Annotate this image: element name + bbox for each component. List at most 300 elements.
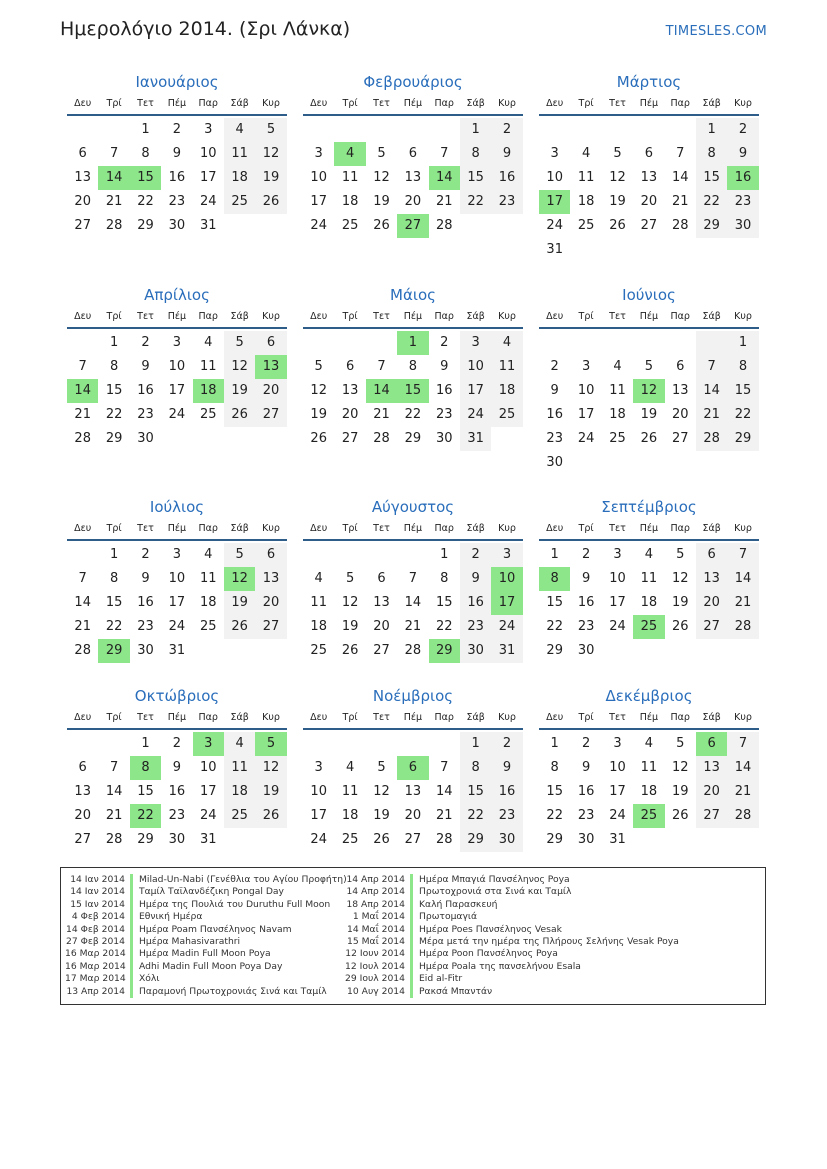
empty-day-cell	[98, 732, 129, 756]
day-cell: 18	[640, 784, 658, 799]
empty-day-cell	[98, 118, 129, 142]
day-cell: 11	[341, 784, 359, 799]
weekday-label: Δευ	[546, 311, 564, 322]
day-cell: 31	[199, 218, 217, 233]
day-cell: 23	[168, 194, 186, 209]
day-cell: 27	[255, 615, 286, 639]
week-row	[303, 567, 523, 591]
week-row	[539, 615, 759, 639]
day-cell: 29	[137, 218, 154, 233]
day-cell: 2	[440, 335, 449, 350]
day-cell: 28	[74, 431, 91, 446]
day-cell: 15	[137, 784, 154, 799]
legend-item	[345, 961, 679, 973]
day-cell: 6	[377, 571, 386, 586]
day-cell: 28	[727, 615, 758, 639]
day-cell: 28	[435, 832, 453, 847]
day-cell: 10	[609, 760, 626, 775]
day-cell: 12	[373, 170, 390, 185]
day-cell: 12	[341, 595, 359, 610]
weekday-label: Πέμ	[639, 523, 659, 534]
week-row	[539, 804, 759, 828]
weekday-label: Τρί	[342, 98, 358, 109]
legend-holiday-name: Ημέρα Poala της πανσελήνου Esala	[419, 960, 581, 972]
day-cell: 31	[491, 639, 522, 663]
day-cell: 14	[727, 567, 758, 591]
legend-holiday-name: Χόλι	[139, 973, 160, 985]
day-cell: 5	[377, 146, 386, 161]
month-4	[67, 283, 287, 451]
empty-day-cell	[491, 427, 522, 451]
empty-day-cell	[539, 118, 570, 142]
day-cell: 24	[310, 218, 327, 233]
day-cell: 7	[78, 359, 87, 374]
day-cell: 20	[255, 591, 286, 615]
day-cell: 29	[546, 832, 563, 847]
weekday-label: Τετ	[609, 311, 626, 322]
day-cell: 28	[404, 643, 422, 658]
holiday-day-cell: 16	[727, 166, 758, 190]
empty-day-cell	[366, 118, 397, 142]
holiday-legend	[60, 867, 766, 1005]
day-cell: 15	[696, 166, 727, 190]
day-cell: 11	[224, 142, 255, 166]
day-cell: 13	[341, 383, 359, 398]
holiday-day-cell: 14	[366, 379, 397, 403]
day-cell: 30	[491, 828, 522, 852]
day-cell: 2	[727, 118, 758, 142]
month-3	[539, 70, 759, 262]
weekday-label: Τρί	[106, 712, 122, 723]
month-7	[67, 495, 287, 663]
month-5	[303, 283, 523, 451]
weekday-header	[303, 519, 523, 541]
day-cell: 2	[491, 118, 522, 142]
empty-day-cell	[665, 118, 696, 142]
holiday-day-cell: 8	[130, 756, 161, 780]
day-cell: 15	[435, 595, 453, 610]
legend-date: 18 Απρ 2014	[346, 898, 405, 910]
legend-holiday-name: Παραμονή Πρωτοχρονιάς Σινά και Ταμίλ	[139, 985, 327, 997]
day-cell: 11	[341, 170, 359, 185]
day-cell: 22	[727, 403, 758, 427]
weekday-label: Σάβ	[230, 712, 249, 723]
day-cell: 30	[546, 455, 563, 470]
day-cell: 13	[696, 567, 727, 591]
day-cell: 6	[78, 760, 87, 775]
day-cell: 30	[577, 832, 595, 847]
week-row	[67, 828, 287, 852]
month-title: Νοέμβριος	[372, 687, 454, 705]
weekday-header	[67, 519, 287, 541]
empty-day-cell	[366, 732, 397, 756]
weekday-label: Παρ	[434, 523, 454, 534]
weekday-header	[303, 94, 523, 116]
day-cell: 3	[550, 146, 559, 161]
weekday-header	[303, 307, 523, 329]
day-cell: 25	[491, 403, 522, 427]
weekday-label: Παρ	[434, 311, 454, 322]
day-cell: 23	[137, 619, 154, 634]
day-cell: 30	[577, 643, 595, 658]
week-row	[539, 331, 759, 355]
legend-date: 1 Μαΐ 2014	[352, 911, 405, 923]
empty-day-cell	[570, 118, 601, 142]
week-row	[539, 355, 759, 379]
day-cell: 20	[373, 619, 390, 634]
week-row	[539, 118, 759, 142]
empty-day-cell	[193, 427, 224, 451]
day-cell: 27	[696, 615, 727, 639]
weekday-label: Δευ	[546, 98, 564, 109]
legend-item	[345, 899, 679, 911]
week-row	[303, 142, 523, 166]
weekday-label: Τρί	[578, 311, 594, 322]
day-cell: 9	[172, 146, 181, 161]
day-cell: 26	[255, 804, 286, 828]
day-cell: 26	[310, 431, 327, 446]
empty-day-cell	[67, 732, 98, 756]
week-row	[303, 732, 523, 756]
day-cell: 28	[727, 804, 758, 828]
month-title: Ιανουάριος	[135, 73, 219, 91]
day-cell: 27	[74, 218, 91, 233]
legend-date: 10 Αυγ 2014	[347, 985, 405, 997]
empty-day-cell	[224, 427, 255, 451]
day-cell: 2	[550, 359, 559, 374]
day-cell: 4	[204, 547, 213, 562]
legend-item	[345, 973, 679, 985]
week-row	[303, 615, 523, 639]
day-cell: 22	[105, 619, 123, 634]
legend-color-marker	[130, 973, 133, 985]
weekday-label: Σάβ	[230, 311, 249, 322]
day-cell: 4	[314, 571, 323, 586]
month-title: Οκτώβριος	[134, 687, 220, 705]
empty-day-cell	[727, 639, 758, 663]
legend-item	[345, 986, 679, 998]
day-cell: 2	[581, 547, 591, 562]
day-cell: 10	[310, 170, 327, 185]
day-cell: 15	[105, 595, 123, 610]
month-8	[303, 495, 523, 663]
day-cell: 18	[341, 194, 359, 209]
day-cell: 24	[310, 832, 327, 847]
day-cell: 18	[491, 379, 522, 403]
week-row	[67, 403, 287, 427]
day-cell: 16	[546, 407, 563, 422]
day-cell: 10	[546, 170, 563, 185]
holiday-day-cell: 18	[193, 379, 224, 403]
week-row	[303, 214, 523, 238]
weekday-label: Πέμ	[167, 523, 187, 534]
legend-holiday-name: Ρακσά Μπαντάν	[419, 985, 493, 997]
month-days	[67, 331, 287, 451]
weekday-label: Δευ	[310, 311, 328, 322]
day-cell: 30	[137, 431, 154, 446]
day-cell: 6	[408, 146, 417, 161]
empty-day-cell	[224, 828, 255, 852]
page-title: Ημερολόγιο 2014. (Σρι Λάνκα)	[60, 18, 351, 40]
weekday-label: Κυρ	[734, 98, 752, 109]
day-cell: 4	[644, 547, 653, 562]
legend-item	[65, 948, 347, 960]
day-cell: 2	[491, 732, 522, 756]
day-cell: 9	[440, 359, 449, 374]
day-cell: 24	[577, 431, 595, 446]
week-row	[67, 355, 287, 379]
day-cell: 26	[373, 832, 390, 847]
legend-date: 14 Απρ 2014	[346, 874, 405, 885]
day-cell: 7	[727, 732, 758, 756]
day-cell: 7	[109, 760, 119, 775]
day-cell: 28	[696, 427, 727, 451]
day-cell: 7	[440, 146, 449, 161]
day-cell: 21	[404, 619, 422, 634]
legend-holiday-name: Eid al-Fitr	[419, 973, 463, 985]
empty-day-cell	[303, 543, 334, 567]
empty-day-cell	[334, 732, 365, 756]
day-cell: 12	[224, 355, 255, 379]
day-cell: 22	[460, 804, 491, 828]
weekday-label: Τρί	[342, 523, 358, 534]
empty-day-cell	[397, 118, 428, 142]
weekday-label: Παρ	[670, 311, 690, 322]
empty-day-cell	[67, 331, 98, 355]
day-cell: 22	[435, 619, 453, 634]
day-cell: 19	[671, 595, 689, 610]
week-row	[539, 591, 759, 615]
day-cell: 19	[609, 194, 626, 209]
holiday-day-cell: 6	[696, 732, 727, 756]
day-cell: 23	[460, 615, 491, 639]
day-cell: 7	[408, 571, 417, 586]
holiday-day-cell: 13	[255, 355, 286, 379]
day-cell: 20	[404, 808, 422, 823]
day-cell: 10	[168, 359, 186, 374]
legend-item	[65, 936, 347, 948]
day-cell: 24	[168, 619, 186, 634]
empty-day-cell	[696, 639, 727, 663]
week-row	[539, 403, 759, 427]
week-row	[67, 780, 287, 804]
legend-color-marker	[130, 948, 133, 960]
day-cell: 24	[460, 403, 491, 427]
day-cell: 13	[404, 170, 422, 185]
day-cell: 17	[310, 808, 327, 823]
day-cell: 1	[696, 118, 727, 142]
legend-date: 12 Ιουν 2014	[345, 948, 405, 960]
week-row	[539, 214, 759, 238]
day-cell: 28	[74, 643, 91, 658]
legend-item	[345, 924, 679, 936]
empty-day-cell	[193, 639, 224, 663]
legend-color-marker	[130, 961, 133, 973]
month-title: Δεκέμβριος	[605, 687, 693, 705]
day-cell: 13	[373, 595, 390, 610]
week-row	[303, 355, 523, 379]
day-cell: 7	[696, 355, 727, 379]
week-row	[303, 804, 523, 828]
day-cell: 22	[137, 194, 154, 209]
day-cell: 26	[671, 619, 689, 634]
day-cell: 29	[404, 431, 422, 446]
legend-date: 12 Ιουλ 2014	[345, 960, 405, 972]
day-cell: 18	[199, 595, 217, 610]
day-cell: 23	[577, 619, 595, 634]
legend-date: 16 Μαρ 2014	[65, 960, 126, 972]
legend-date: 14 Φεβ 2014	[66, 923, 125, 935]
legend-date: 14 Ιαν 2014	[70, 886, 125, 898]
holiday-day-cell: 5	[255, 732, 286, 756]
legend-color-marker	[130, 899, 133, 911]
day-cell: 17	[460, 379, 491, 403]
weekday-label: Πέμ	[403, 311, 423, 322]
day-cell: 29	[105, 431, 123, 446]
legend-date: 14 Ιαν 2014	[70, 874, 125, 885]
week-row	[303, 427, 523, 451]
site-link[interactable]: TIMESLES.COM	[665, 24, 767, 39]
day-cell: 6	[78, 146, 87, 161]
day-cell: 16	[577, 595, 595, 610]
day-cell: 4	[644, 736, 653, 751]
weekday-label: Κυρ	[262, 523, 280, 534]
week-row	[303, 190, 523, 214]
weekday-label: Τρί	[342, 311, 358, 322]
day-cell: 10	[609, 571, 626, 586]
day-cell: 14	[105, 784, 123, 799]
week-row	[67, 639, 287, 663]
day-cell: 19	[341, 619, 359, 634]
holiday-day-cell: 29	[429, 639, 460, 663]
week-row	[539, 142, 759, 166]
week-row	[67, 166, 287, 190]
empty-day-cell	[303, 732, 334, 756]
day-cell: 28	[671, 218, 689, 233]
day-cell: 21	[696, 403, 727, 427]
day-cell: 19	[640, 407, 658, 422]
day-cell: 27	[696, 804, 727, 828]
holiday-day-cell: 10	[491, 567, 522, 591]
day-cell: 11	[640, 760, 658, 775]
week-row	[539, 166, 759, 190]
holiday-day-cell: 14	[429, 166, 460, 190]
day-cell: 14	[404, 595, 422, 610]
week-row	[539, 732, 759, 756]
week-row	[303, 166, 523, 190]
day-cell: 24	[199, 808, 217, 823]
week-row	[303, 780, 523, 804]
weekday-label: Σάβ	[466, 98, 485, 109]
day-cell: 11	[577, 170, 595, 185]
weekday-label: Σάβ	[702, 98, 721, 109]
holiday-day-cell: 14	[98, 166, 129, 190]
day-cell: 6	[345, 359, 355, 374]
holiday-day-cell: 25	[633, 615, 664, 639]
day-cell: 4	[224, 732, 255, 756]
empty-day-cell	[633, 331, 664, 355]
weekday-header	[539, 519, 759, 541]
day-cell: 30	[168, 218, 186, 233]
day-cell: 9	[172, 760, 181, 775]
weekday-label: Παρ	[434, 712, 454, 723]
day-cell: 1	[141, 122, 150, 137]
empty-day-cell	[570, 331, 601, 355]
week-row	[539, 190, 759, 214]
day-cell: 26	[640, 431, 658, 446]
weekday-label: Τετ	[373, 523, 390, 534]
day-cell: 1	[460, 732, 491, 756]
day-cell: 13	[404, 784, 422, 799]
empty-day-cell	[397, 732, 428, 756]
weekday-label: Δευ	[74, 311, 92, 322]
day-cell: 12	[310, 383, 327, 398]
day-cell: 24	[491, 615, 522, 639]
day-cell: 6	[696, 543, 727, 567]
empty-day-cell	[633, 639, 664, 663]
week-row	[67, 591, 287, 615]
weekday-label: Τρί	[578, 712, 594, 723]
day-cell: 10	[199, 146, 217, 161]
day-cell: 18	[640, 595, 658, 610]
weekday-label: Παρ	[670, 523, 690, 534]
day-cell: 20	[640, 194, 658, 209]
weekday-label: Κυρ	[498, 712, 516, 723]
day-cell: 7	[78, 571, 87, 586]
legend-color-marker	[410, 886, 413, 898]
empty-day-cell	[366, 331, 397, 355]
day-cell: 11	[491, 355, 522, 379]
empty-day-cell	[491, 214, 522, 238]
legend-date: 27 Φεβ 2014	[66, 935, 125, 947]
legend-color-marker	[410, 986, 413, 998]
empty-day-cell	[696, 238, 727, 262]
day-cell: 19	[671, 784, 689, 799]
day-cell: 4	[204, 335, 213, 350]
empty-day-cell	[334, 118, 365, 142]
day-cell: 7	[440, 760, 449, 775]
day-cell: 13	[255, 567, 286, 591]
empty-day-cell	[161, 427, 192, 451]
day-cell: 11	[199, 571, 217, 586]
month-days	[539, 331, 759, 475]
day-cell: 16	[137, 383, 154, 398]
empty-day-cell	[665, 331, 696, 355]
day-cell: 9	[581, 760, 591, 775]
month-title: Αύγουστος	[371, 498, 455, 516]
day-cell: 13	[696, 756, 727, 780]
holiday-day-cell: 14	[67, 379, 98, 403]
legend-item	[65, 874, 347, 886]
day-cell: 19	[373, 194, 390, 209]
legend-item	[345, 948, 679, 960]
empty-day-cell	[602, 238, 633, 262]
weekday-label: Κυρ	[262, 712, 280, 723]
weekday-label: Πέμ	[403, 712, 423, 723]
week-row	[67, 804, 287, 828]
day-cell: 27	[74, 832, 91, 847]
day-cell: 2	[172, 122, 181, 137]
empty-day-cell	[570, 451, 601, 475]
day-cell: 2	[172, 736, 181, 751]
week-row	[67, 190, 287, 214]
weekday-label: Τετ	[373, 712, 390, 723]
day-cell: 25	[199, 619, 217, 634]
holiday-day-cell: 17	[491, 591, 522, 615]
month-days	[67, 543, 287, 663]
holiday-day-cell: 22	[130, 804, 161, 828]
week-row	[539, 567, 759, 591]
